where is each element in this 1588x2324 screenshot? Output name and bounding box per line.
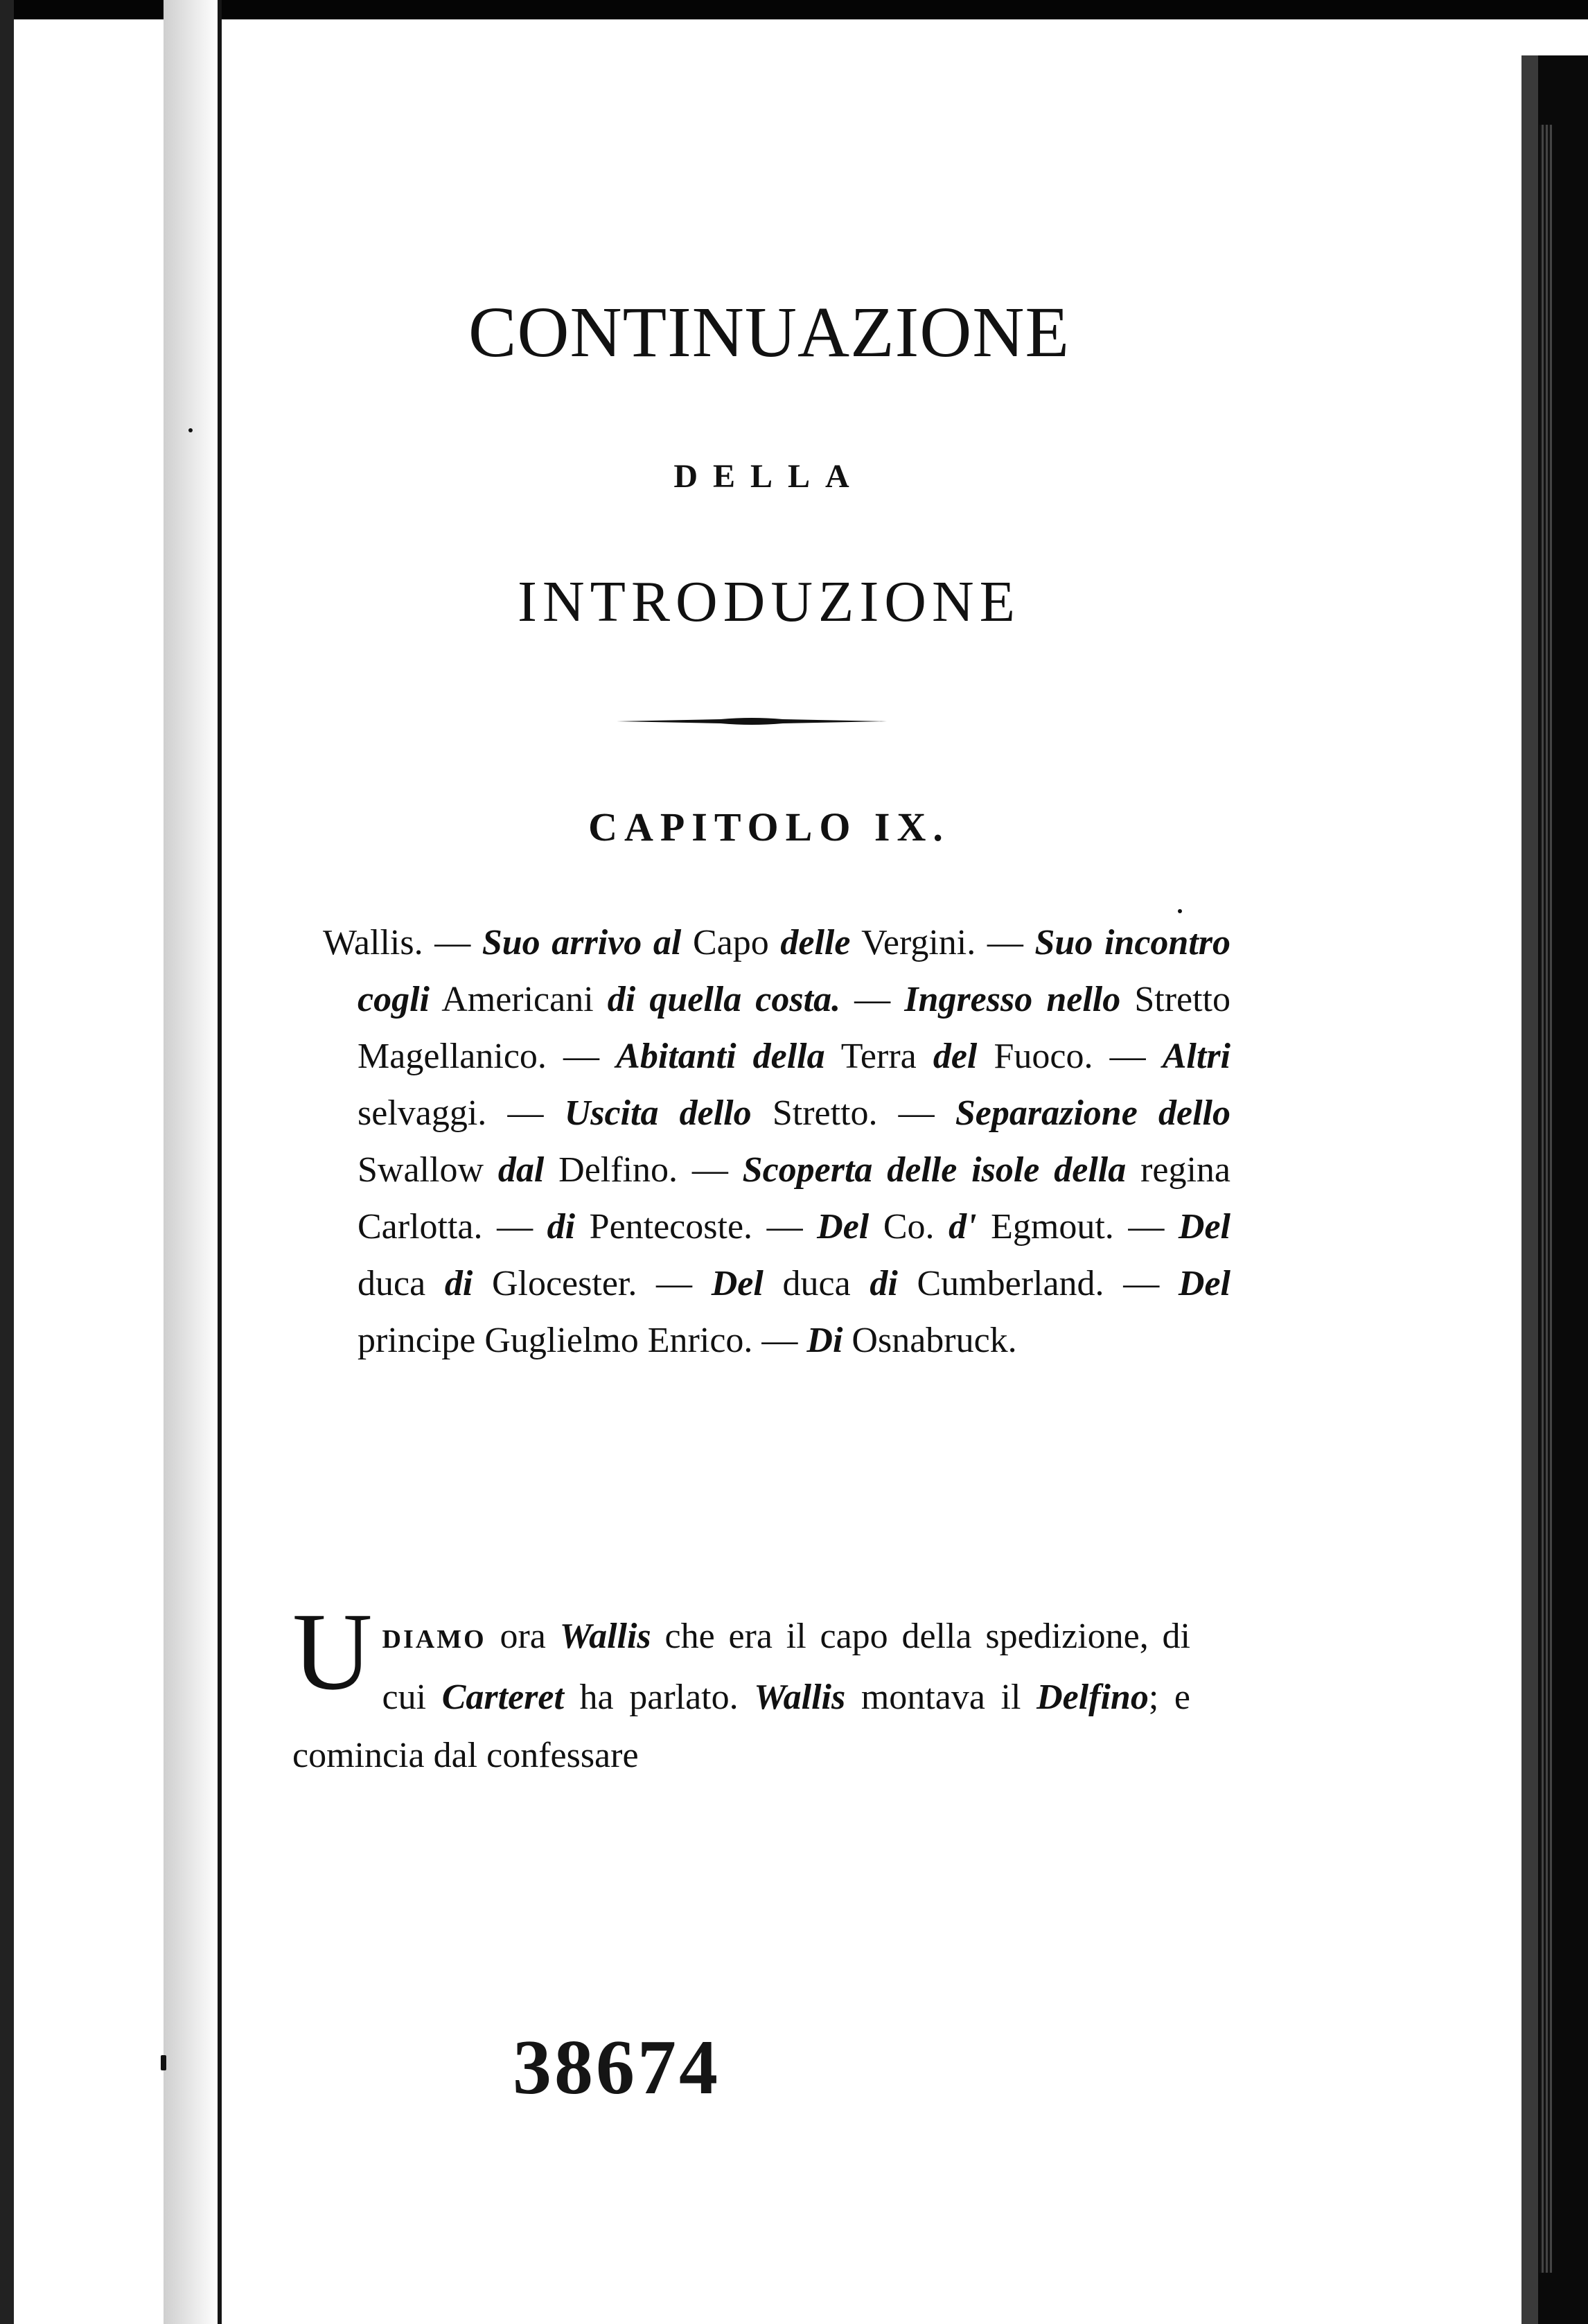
summary-run: di quella costa.: [607, 980, 841, 1019]
summary-run: del: [933, 1037, 978, 1076]
summary-run: Altri: [1162, 1037, 1230, 1076]
summary-run: duca: [763, 1264, 870, 1303]
summary-run: Separazione dello: [955, 1093, 1230, 1133]
page-title: CONTINUAZIONE: [468, 292, 1070, 372]
summary-run: Del: [711, 1264, 764, 1303]
scan-speck: [161, 2055, 166, 2070]
summary-run: Vergini. —: [850, 923, 1035, 962]
body-run: che era il capo della spedizione, di cui: [382, 1617, 1190, 1717]
scan-top-border: [0, 0, 1588, 19]
summary-run: di: [547, 1207, 576, 1247]
body-paragraph: [292, 1590, 1190, 1785]
summary-run: principe Guglielmo Enrico. —: [358, 1321, 807, 1360]
summary-run: duca: [358, 1264, 445, 1303]
summary-run: Swallow: [358, 1150, 498, 1190]
summary-run: Co.: [869, 1207, 949, 1247]
summary-run: di: [444, 1264, 473, 1303]
summary-run: Suo arrivo al: [482, 923, 682, 962]
page-stack-edge: [1540, 125, 1552, 2273]
body-run: Wallis: [754, 1678, 846, 1717]
scan-left-border: [0, 0, 14, 2324]
chapter-heading: CAPITOLO IX.: [588, 804, 950, 850]
summary-run: Abitanti della: [616, 1037, 825, 1076]
drop-cap: U: [292, 1590, 373, 1713]
summary-run: Stretto. —: [751, 1093, 955, 1133]
page-subtitle: INTRODUZIONE: [518, 570, 1021, 634]
summary-run: selvaggi. —: [358, 1093, 565, 1133]
summary-run: Scoperta delle isole della: [742, 1150, 1127, 1190]
summary-run: Ingresso nello: [904, 980, 1121, 1019]
summary-run: Osnabruck.: [842, 1321, 1017, 1360]
summary-run: regina Carlotta. —: [358, 1150, 1230, 1247]
gutter-line: [218, 0, 222, 2324]
summary-run: Del: [817, 1207, 870, 1247]
summary-run: delle: [780, 923, 851, 962]
scan-speck: [1178, 909, 1182, 913]
summary-run: Americani: [429, 980, 608, 1019]
body-run: ha parlato.: [563, 1678, 755, 1717]
gutter-shadow: [164, 0, 219, 2324]
summary-run: —: [840, 980, 905, 1019]
page-edge: [1521, 55, 1538, 2324]
summary-run: Glocester. —: [473, 1264, 712, 1303]
summary-run: di: [870, 1264, 898, 1303]
body-run: Delfino: [1036, 1678, 1149, 1717]
summary-run: Del: [1178, 1264, 1230, 1303]
summary-run: d': [949, 1207, 977, 1247]
summary-run: Pentecoste. —: [575, 1207, 818, 1247]
opening-word: DIAMO: [382, 1625, 486, 1654]
scan-speck: [188, 428, 193, 432]
summary-run: Di: [806, 1321, 843, 1360]
title-connector: DELLA: [673, 458, 865, 495]
body-run: ; e comincia dal confessare: [292, 1678, 1190, 1775]
library-stamp: 38674: [513, 2025, 721, 2111]
summary-run: Egmout. —: [976, 1207, 1179, 1247]
summary-run: Fuoco. —: [977, 1037, 1163, 1076]
summary-run: Suo incontro cogli: [358, 923, 1231, 1019]
summary-run: Capo: [681, 923, 781, 962]
summary-run: Uscita dello: [564, 1093, 752, 1133]
summary-run: Stretto Magellanico. —: [358, 980, 1230, 1076]
body-run: Wallis: [559, 1617, 651, 1656]
summary-run: Terra: [824, 1037, 933, 1076]
body-run: montava il: [845, 1678, 1037, 1717]
summary-run: Del: [1178, 1207, 1230, 1247]
ornamental-rule: [617, 715, 887, 728]
body-run: Carteret: [441, 1678, 564, 1717]
summary-run: Delfino. —: [544, 1150, 743, 1190]
chapter-summary: [323, 915, 1230, 1369]
body-run: ora: [486, 1617, 560, 1656]
summary-run: dal: [497, 1150, 545, 1190]
summary-run: Wallis. —: [323, 923, 482, 962]
summary-run: Cumberland. —: [897, 1264, 1179, 1303]
